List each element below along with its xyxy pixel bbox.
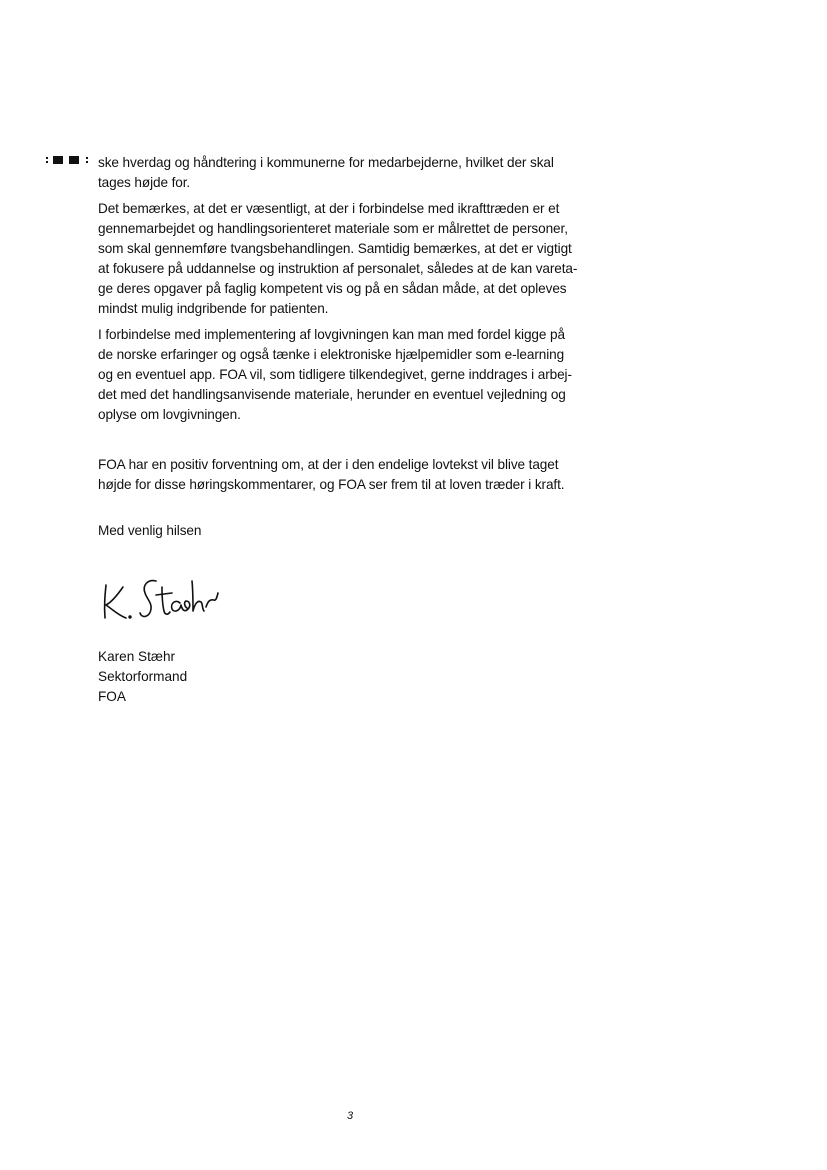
text-line: tages højde for. bbox=[98, 175, 191, 190]
paragraph-2 bbox=[98, 199, 618, 319]
text-line: gennemarbejdet og handlingsorienteret materiale som er målrettet de personer, bbox=[98, 221, 568, 236]
signature-block bbox=[98, 647, 187, 707]
text-line: det med det handlingsanvisende materiale, herunder en eventuel vejledning og bbox=[98, 387, 566, 402]
page-number: 3 bbox=[347, 1110, 354, 1122]
paragraph-3 bbox=[98, 325, 618, 425]
text-line: FOA har en positiv forventning om, at der i den endelige lovtekst vil blive taget bbox=[98, 457, 559, 472]
text-line: mindst mulig indgribende for patienten. bbox=[98, 301, 329, 316]
text-line: som skal gennemføre tvangsbehandlingen. Samtidig bemærkes, at det er vigtigt bbox=[98, 241, 572, 256]
paragraph-4 bbox=[98, 455, 618, 495]
text-line: Det bemærkes, at det er væsentligt, at der i forbindelse med ikrafttræden er et bbox=[98, 201, 560, 216]
text-line: højde for disse høringskommentarer, og FOA ser frem til at loven træder i kraft. bbox=[98, 477, 565, 492]
letter-body bbox=[98, 153, 618, 547]
paragraph-1 bbox=[98, 153, 618, 193]
text-line: ske hverdag og håndtering i kommunerne for medarbejderne, hvilket der skal bbox=[98, 155, 554, 170]
text-line: at fokusere på uddannelse og instruktion af personalet, således at de kan vareta- bbox=[98, 261, 578, 276]
margin-marker bbox=[46, 156, 88, 164]
signatory-organization: FOA bbox=[98, 689, 126, 704]
text-line: og en eventuel app. FOA vil, som tidligere tilkendegivet, gerne inddrages i arbej- bbox=[98, 367, 572, 382]
text-line: oplyse om lovgivningen. bbox=[98, 407, 241, 422]
closing-salutation: Med venlig hilsen bbox=[98, 523, 202, 538]
text-line: de norske erfaringer og også tænke i elektroniske hjælpemidler som e-learning bbox=[98, 347, 565, 362]
handwritten-signature bbox=[96, 573, 224, 623]
text-line: ge deres opgaver på faglig kompetent vis og på en sådan måde, at det opleves bbox=[98, 281, 567, 296]
signatory-title: Sektorformand bbox=[98, 669, 188, 684]
signatory-name: Karen Stæhr bbox=[98, 649, 176, 664]
text-line: I forbindelse med implementering af lovgivningen kan man med fordel kigge på bbox=[98, 327, 565, 342]
